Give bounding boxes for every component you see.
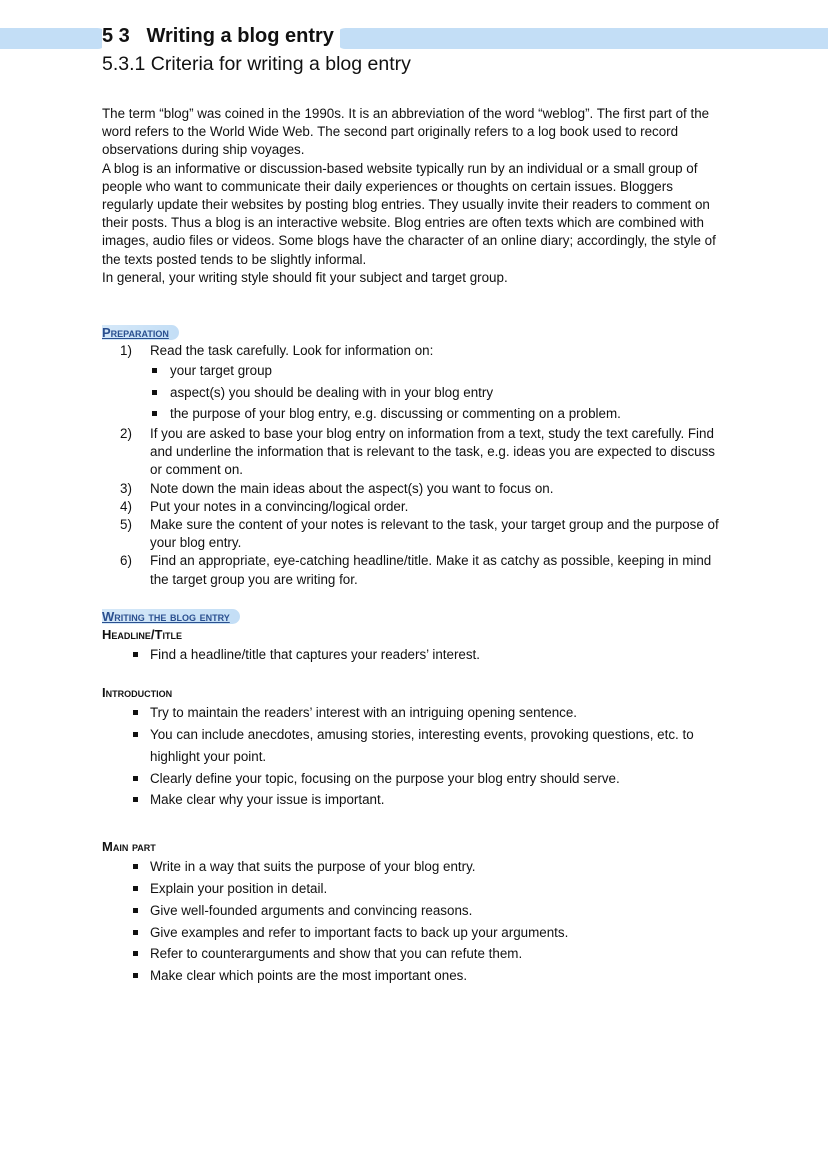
preparation-section	[102, 324, 727, 589]
bullet-item: Write in a way that suits the purpose of your blog entry.	[102, 856, 727, 878]
step-number: 6)	[120, 553, 132, 569]
intro-paragraph: In general, your writing style should fit your subject and target group.	[102, 269, 508, 285]
section-title: Writing a blog entry	[146, 25, 334, 47]
bullet-item: Clearly define your topic, focusing on the purpose your blog entry should serve.	[102, 768, 727, 790]
step-text: If you are asked to base your blog entry on information from a text, study the text carefully. Find and underline the information that is relevant to the task, e.g. ideas you are expected to discuss or comment on.	[150, 425, 715, 478]
bullet-item: Give examples and refer to important facts to back up your arguments.	[102, 922, 727, 944]
bullet-item: Refer to counterarguments and show that you can refute them.	[102, 943, 727, 965]
step	[102, 342, 727, 360]
step	[102, 516, 727, 552]
step	[102, 498, 727, 516]
main-part-section	[102, 838, 727, 987]
step-number: 5)	[120, 516, 132, 532]
step-text: Find an appropriate, eye-catching headline/title. Make it as catchy as possible, keeping in mind the target group you are writing for.	[150, 553, 712, 587]
step-text: Read the task carefully. Look for information on:	[150, 343, 434, 359]
intro-text	[102, 105, 727, 287]
subsection-heading: 5.3.1 Criteria for writing a blog entry	[102, 53, 411, 75]
section-number: 5 3	[102, 25, 130, 47]
bullet-item: Make clear why your issue is important.	[102, 789, 727, 811]
intro-paragraph: The term “blog” was coined in the 1990s. It is an abbreviation of the word “weblog”. The first part of the word refers to the World Wide Web. The second part originally refers to a log book used to record observations during ship voyages.	[102, 106, 710, 158]
headline-heading: Headline/Title	[102, 627, 182, 643]
section-heading	[102, 25, 340, 48]
bullet-item: Find a headline/title that captures your readers’ interest.	[102, 644, 727, 666]
bullet-item: Try to maintain the readers’ interest with an intriguing opening sentence.	[102, 702, 727, 724]
writing-section	[102, 608, 727, 666]
bullet-item: Make clear which points are the most important ones.	[102, 965, 727, 987]
heading-band-left	[0, 28, 108, 49]
bullet-item: You can include anecdotes, amusing stories, interesting events, provoking questions, etc. to highlight your point.	[102, 724, 727, 768]
step-number: 4)	[120, 498, 132, 514]
step-text: Put your notes in a convincing/logical order.	[150, 498, 409, 514]
step-number: 2)	[120, 425, 132, 441]
step-number: 1)	[120, 343, 132, 359]
introduction-section	[102, 684, 727, 811]
preparation-heading: Preparation	[102, 325, 179, 340]
bullet-item: Give well-founded arguments and convincing reasons.	[102, 900, 727, 922]
main-part-heading: Main part	[102, 839, 156, 854]
sub-item: your target group	[102, 360, 727, 382]
writing-heading: Writing the blog entry	[102, 609, 240, 624]
heading-band-right	[335, 28, 828, 49]
step	[102, 552, 727, 588]
intro-paragraph: A blog is an informative or discussion-based website typically run by an individual or a small group of people who want to communicate their daily experiences or thoughts on certain issues. Bloggers regularly update their websites by posting blog entries. They usually invite their readers to comment on their posts. Thus a blog is an interactive website. Blog entries are often texts which are combined with images, audio files or videos. Some blogs have the character of an online diary; accordingly, the style of the texts posted tends to be slightly informal.	[102, 160, 716, 267]
bullet-item: Explain your position in detail.	[102, 878, 727, 900]
step-text: Note down the main ideas about the aspect(s) you want to focus on.	[150, 480, 554, 496]
step	[102, 425, 727, 480]
step-text: Make sure the content of your notes is relevant to the task, your target group and the purpose of your blog entry.	[150, 516, 719, 551]
introduction-heading: Introduction	[102, 685, 173, 700]
sub-item: aspect(s) you should be dealing with in your blog entry	[102, 382, 727, 404]
sub-item: the purpose of your blog entry, e.g. discussing or commenting on a problem.	[102, 403, 727, 425]
step-number: 3)	[120, 480, 132, 496]
step	[102, 480, 727, 498]
